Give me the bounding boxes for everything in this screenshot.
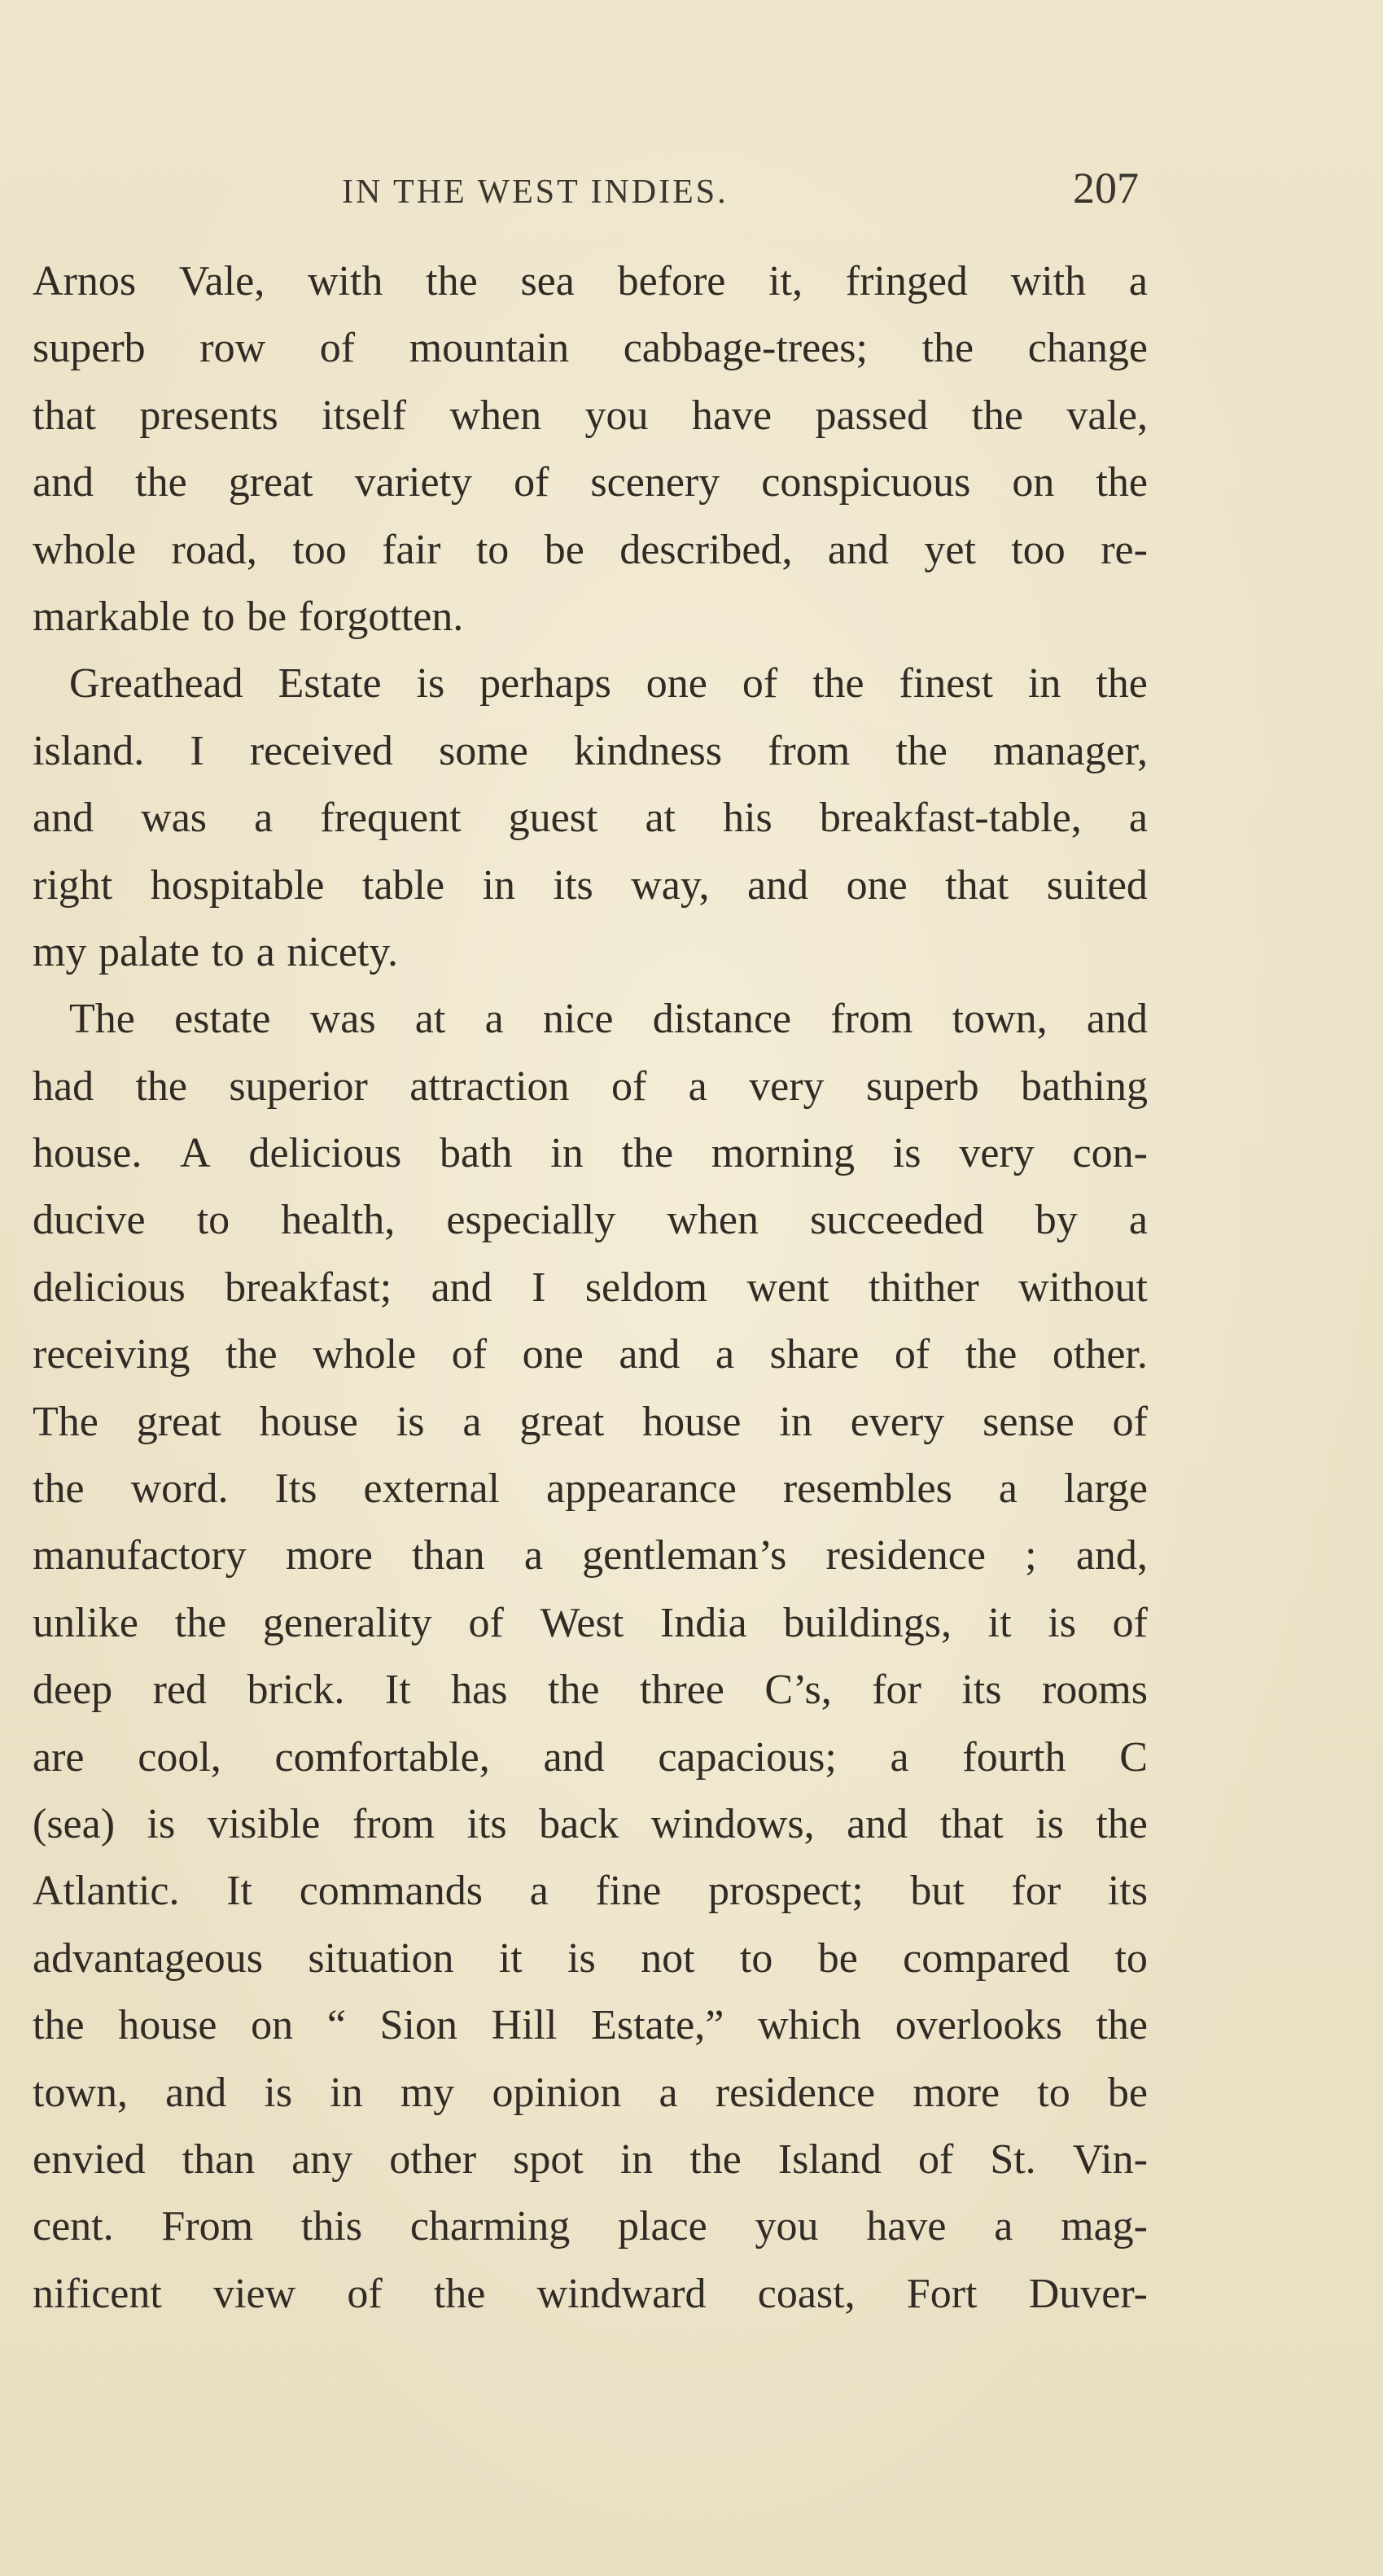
text-line: manufactory more than a gentleman’s residence ; and, <box>33 1532 1148 1579</box>
text-line: the word. Its external appearance resembles a large <box>33 1465 1148 1513</box>
text-line: superb row of mountain cabbage-trees; the change <box>33 325 1148 372</box>
text-line: markable to be forgotten. <box>33 593 464 640</box>
text-line: right hospitable table in its way, and one that suited <box>33 861 1148 909</box>
text-line: house. A delicious bath in the morning is very con- <box>33 1130 1148 1177</box>
text-line: Arnos Vale, with the sea before it, fringed with a <box>33 258 1148 304</box>
text-line: The estate was at a nice distance from town, and <box>69 996 1148 1043</box>
text-line: whole road, too fair to be described, and yet too re- <box>33 526 1148 573</box>
body-text <box>33 248 1148 2328</box>
text-line: deep red brick. It has the three C’s, for its rooms <box>33 1667 1148 1714</box>
text-line: envied than any other spot in the Island of St. Vin- <box>33 2136 1148 2183</box>
text-line: cent. From this charming place you have a mag- <box>33 2203 1148 2250</box>
running-title: IN THE WEST INDIES. <box>342 173 729 211</box>
text-line: nificent view of the windward coast, Fort Duver- <box>33 2270 1148 2317</box>
text-line: The great house is a great house in every sense of <box>33 1398 1148 1445</box>
text-line: (sea) is visible from its back windows, and that is the <box>33 1800 1148 1847</box>
text-line: receiving the whole of one and a share of the other. <box>33 1331 1148 1378</box>
page-header <box>0 163 1383 220</box>
page-number: 207 <box>1073 164 1139 212</box>
text-line: that presents itself when you have passed the vale, <box>33 392 1148 439</box>
text-line: town, and is in my opinion a residence more to be <box>33 2069 1148 2116</box>
text-line: the house on “ Sion Hill Estate,” which overlooks the <box>33 2002 1148 2049</box>
text-line: advantageous situation it is not to be compared to <box>33 1934 1148 1982</box>
text-line: Greathead Estate is perhaps one of the finest in the <box>69 660 1148 708</box>
text-line: ducive to health, especially when succeeded by a <box>33 1197 1148 1244</box>
text-line: and the great variety of scenery conspicuous on the <box>33 459 1148 506</box>
text-line: Atlantic. It commands a fine prospect; but for its <box>33 1868 1148 1915</box>
text-line: my palate to a nicety. <box>33 928 399 975</box>
text-line: and was a frequent guest at his breakfast-table, a <box>33 795 1148 842</box>
text-line: unlike the generality of West India buildings, it is of <box>33 1599 1148 1646</box>
text-line: delicious breakfast; and I seldom went thither without <box>33 1264 1148 1311</box>
text-line: island. I received some kindness from the manager, <box>33 727 1148 774</box>
text-line: are cool, comfortable, and capacious; a fourth C <box>33 1733 1148 1781</box>
text-line: had the superior attraction of a very superb bathing <box>33 1062 1148 1110</box>
